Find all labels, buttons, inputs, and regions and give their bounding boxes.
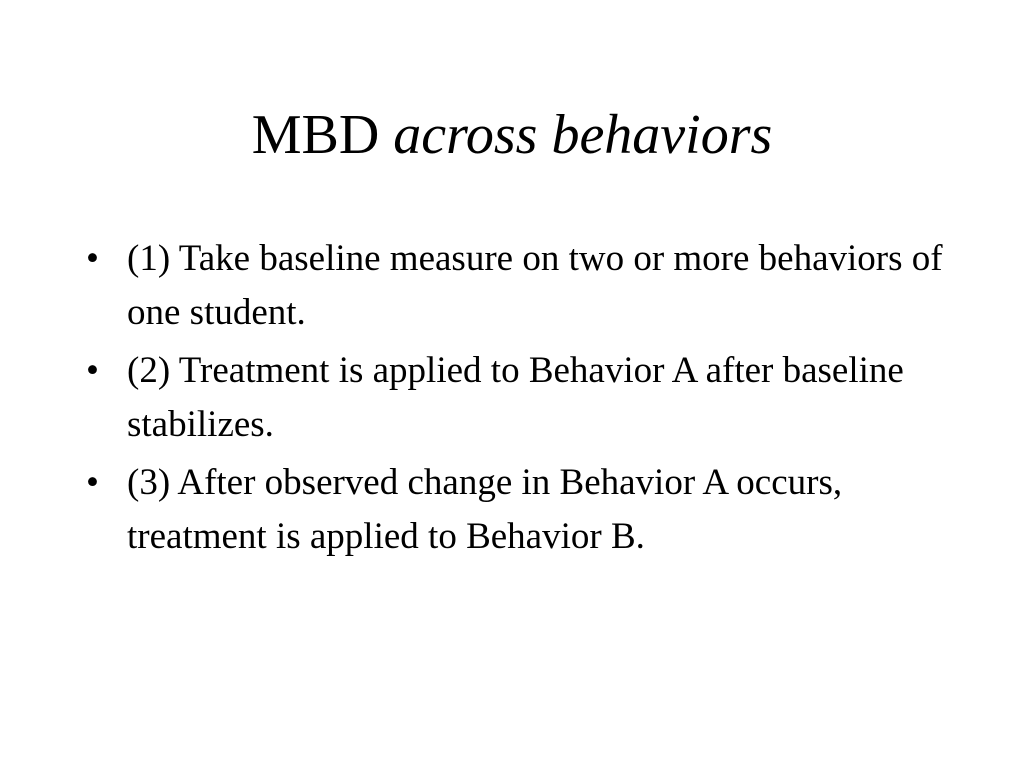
bullet-text: (3) After observed change in Behavior A occurs, treatment is applied to Behavior B. [127,462,843,557]
bullet-item [86,456,946,564]
bullet-icon: • [86,238,99,279]
bullet-text: (1) Take baseline measure on two or more behaviors of one student. [127,238,943,333]
bullet-text: (2) Treatment is applied to Behavior A after baseline stabilizes. [127,350,904,445]
title-emphasis-text: across behaviors [393,104,773,166]
bullet-list [86,232,946,568]
bullet-icon: • [86,462,99,503]
bullet-item [86,232,946,340]
bullet-item [86,344,946,452]
title-main-text: MBD [251,104,380,166]
bullet-icon: • [86,350,99,391]
slide-title [0,100,1024,170]
